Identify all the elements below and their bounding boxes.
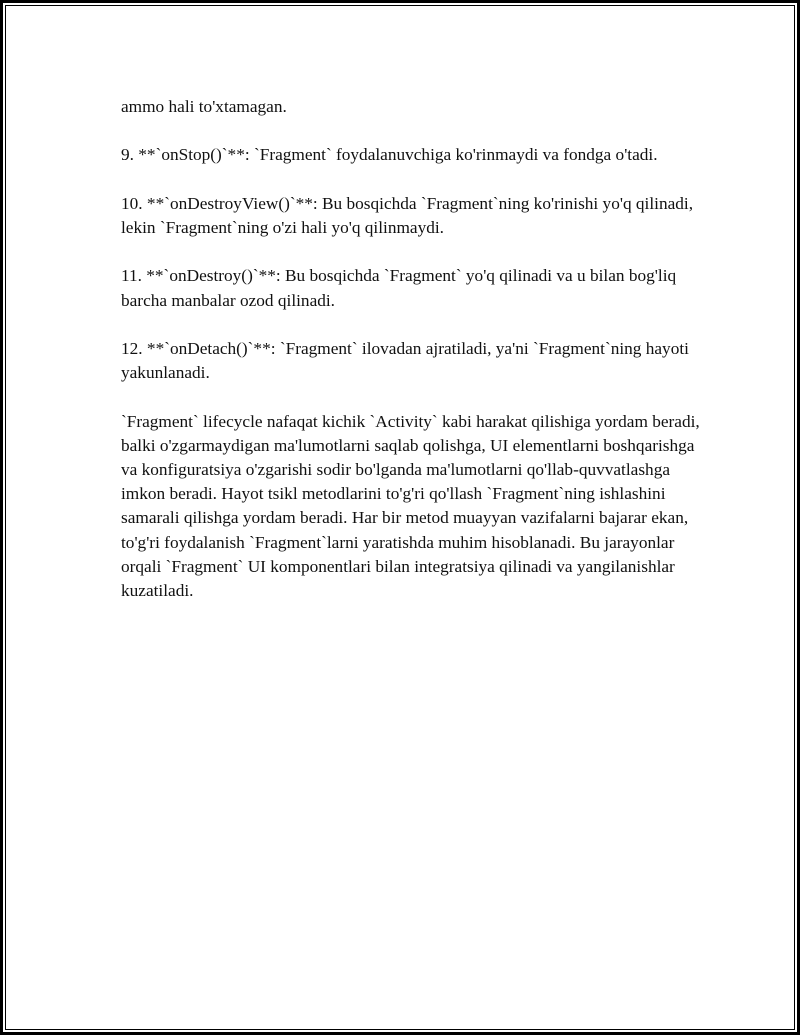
document-body	[121, 95, 701, 627]
paragraph-ondestroy: 11. **`onDestroy()`**: Bu bosqichda `Fragment` yo'q qilinadi va u bilan bog'liq barcha manbalar ozod qilinadi.	[121, 266, 677, 310]
paragraph-summary: `Fragment` lifecycle nafaqat kichik `Activity` kabi harakat qilishiga yordam beradi, balki o'zgarmaydigan ma'lumotlarni saqlab qolishga, UI elementlarni boshqarishga va konfiguratsiya o'zgarishi sodir bo'lganda ma'lumotlarni qo'llab-quvvatlashga imkon beradi. Hayot tsikl metodlarini to'g'ri qo'llash `Fragment`ning ishlashini samarali qilishga yordam beradi. Har bir metod muayyan vazifalarni bajarar ekan, to'g'ri foydalanish `Fragment`larni yaratishda muhim hisoblanadi. Bu jarayonlar orqali `Fragment` UI komponentlari bilan integratsiya qilinadi va yangilanishlar kuzatiladi.	[121, 411, 700, 600]
paragraph-onstop: 9. **`onStop()`**: `Fragment` foydalanuvchiga ko'rinmaydi va fondga o'tadi.	[121, 145, 658, 165]
paragraph-ondetach: 12. **`onDetach()`**: `Fragment` ilovadan ajratiladi, ya'ni `Fragment`ning hayoti yakunlanadi.	[121, 338, 689, 383]
paragraph-ondestroyview: 10. **`onDestroyView()`**: Bu bosqichda `Fragment`ning ko'rinishi yo'q qilinadi, lekin `Fragment`ning o'zi hali yo'q qilinmaydi.	[121, 193, 694, 237]
paragraph-continuation: ammo hali to'xtamagan.	[121, 97, 287, 116]
